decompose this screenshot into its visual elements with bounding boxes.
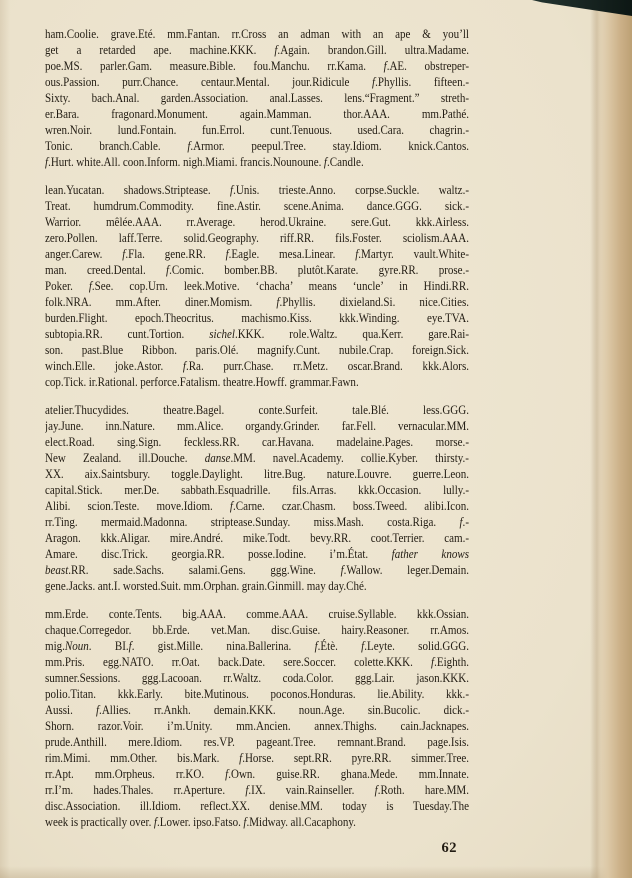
text-line: Tonic. branch.Cable. f.Armor. peepul.Tree. stay.Idiom. knick.Cantos. bbox=[45, 138, 469, 153]
text-line: rr.Apt. mm.Orpheus. rr.KO. f.Own. guise.RR. ghana.Mede. mm.Innate. bbox=[45, 766, 469, 781]
text-line: lean.Yucatan. shadows.Striptease. f.Unis. trieste.Anno. corpse.Suckle. waltz.- bbox=[45, 182, 469, 197]
text-line: XX. aix.Saintsbury. toggle.Daylight. litre.Bug. nature.Louvre. guerre.Leon. bbox=[45, 466, 469, 481]
text-line: folk.NRA. mm.After. diner.Momism. f.Phyllis. dixieland.Si. nice.Cities. bbox=[45, 294, 469, 309]
text-line: beast.RR. sade.Sachs. salami.Gens. ggg.Wine. f.Wallow. leger.Demain. bbox=[45, 562, 469, 577]
text-line: poe.MS. parler.Gam. measure.Bible. fou.Manchu. rr.Kama. f.AE. obstreper- bbox=[45, 58, 469, 73]
text-line: mm.Pris. egg.NATO. rr.Oat. back.Date. sere.Soccer. colette.KKK. f.Eighth. bbox=[45, 654, 469, 669]
text-line: winch.Elle. joke.Astor. f.Ra. purr.Chase. rr.Metz. oscar.Brand. kkk.Alors. bbox=[45, 358, 469, 373]
paragraph bbox=[45, 26, 469, 170]
text-line: son. past.Blue Ribbon. paris.Olé. magnify.Cunt. nubile.Crap. foreign.Sick. bbox=[45, 342, 469, 357]
text-line: jay.June. inn.Nature. mm.Alice. organdy.Grinder. far.Fell. vernacular.MM. bbox=[45, 418, 469, 433]
text-line: burden.Flight. epoch.Theocritus. machismo.Kiss. kkk.Winding. eye.TVA. bbox=[45, 310, 469, 325]
text-line: Amare. disc.Trick. georgia.RR. posse.Iodine. i’m.État. father knows bbox=[45, 546, 469, 561]
text-line: elect.Road. sing.Sign. feckless.RR. car.Havana. madelaine.Pages. morse.- bbox=[45, 434, 469, 449]
text-line: subtopia.RR. cunt.Tortion. sichel.KKK. role.Waltz. qua.Kerr. gare.Rai- bbox=[45, 326, 469, 341]
text-line: Aragon. kkk.Aligar. mire.André. mike.Todt. bevy.RR. coot.Terrier. cam.- bbox=[45, 530, 469, 545]
text-line: Shorn. razor.Voir. i’m.Unity. mm.Ancien. annex.Thighs. cain.Jacknapes. bbox=[45, 718, 469, 733]
text-line: Alibi. scion.Teste. move.Idiom. f.Carne. czar.Chasm. boss.Tweed. alibi.Icon. bbox=[45, 498, 469, 513]
text-line: rr.Ting. mermaid.Madonna. striptease.Sunday. miss.Mash. costa.Riga. f.- bbox=[45, 514, 469, 529]
text-line: ham.Coolie. grave.Eté. mm.Fantan. rr.Cross an adman with an ape & you’ll bbox=[45, 26, 469, 41]
text-line: gene.Jacks. ant.I. worsted.Suit. mm.Orphan. grain.Ginmill. may day.Ché. bbox=[45, 578, 367, 593]
text-line: Sixty. bach.Anal. garden.Association. anal.Lasses. lens.“Fragment.” streth- bbox=[45, 90, 469, 105]
text-line: rr.I’m. hades.Thales. rr.Aperture. f.IX. vain.Rainseller. f.Roth. hare.MM. bbox=[45, 782, 469, 797]
text-line: cop.Tick. ir.Rational. perforce.Fatalism. theatre.Howff. grammar.Fawn. bbox=[45, 374, 359, 389]
text-line: sumner.Sessions. ggg.Lacooan. rr.Waltz. coda.Color. ggg.Lair. jason.KKK. bbox=[45, 670, 469, 685]
paragraph bbox=[45, 402, 469, 594]
text-line: polio.Titan. kkk.Early. bite.Mutinous. poconos.Honduras. lie.Ability. kkk.- bbox=[45, 686, 469, 701]
text-line: man. creed.Dental. f.Comic. bomber.BB. plutôt.Karate. gyre.RR. prose.- bbox=[45, 262, 469, 277]
text-line: ous.Passion. purr.Chance. centaur.Mental. jour.Ridicule f.Phyllis. fifteen.- bbox=[45, 74, 469, 89]
text-line: New Zealand. ill.Douche. danse.MM. navel.Academy. collie.Kyber. thirsty.- bbox=[45, 450, 469, 465]
text-line: get a retarded ape. machine.KKK. f.Again. brandon.Gill. ultra.Madame. bbox=[45, 42, 469, 57]
text-line: Aussi. f.Allies. rr.Ankh. demain.KKK. noun.Age. sin.Bucolic. dick.- bbox=[45, 702, 469, 717]
text-line: Poker. f.See. cop.Urn. leek.Motive. ‘chacha’ means ‘uncle’ in Hindi.RR. bbox=[45, 278, 469, 293]
page-text bbox=[45, 26, 469, 830]
page-number: 62 bbox=[441, 840, 457, 856]
text-line: mm.Erde. conte.Tents. big.AAA. comme.AAA. cruise.Syllable. kkk.Ossian. bbox=[45, 606, 469, 621]
text-line: zero.Pollen. laff.Terre. solid.Geography. riff.RR. fils.Foster. sciolism.AAA. bbox=[45, 230, 469, 245]
text-line: week is practically over. f.Lower. ipso.Fatso. f.Midway. all.Cacaphony. bbox=[45, 814, 356, 829]
text-line: f.Hurt. white.All. coon.Inform. nigh.Miami. francis.Nounoune. f.Candle. bbox=[45, 154, 364, 169]
text-line: mig.Noun. BI.f. gist.Mille. nina.Ballerina. f.Étè. f.Leyte. solid.GGG. bbox=[45, 638, 469, 653]
paragraph bbox=[45, 182, 469, 390]
text-line: chaque.Corregedor. bb.Erde. vet.Man. disc.Guise. hairy.Reasoner. rr.Amos. bbox=[45, 622, 469, 637]
text-line: wren.Noir. lund.Fontain. fun.Errol. cunt.Tenuous. used.Cara. chagrin.- bbox=[45, 122, 469, 137]
text-line: er.Bara. fragonard.Monument. again.Mamman. thor.AAA. mm.Pathé. bbox=[45, 106, 469, 121]
text-line: Warrior. mêlée.AAA. rr.Average. herod.Ukraine. sere.Gut. kkk.Airless. bbox=[45, 214, 469, 229]
text-line: prude.Anthill. mere.Idiom. res.VP. pageant.Tree. remnant.Brand. page.Isis. bbox=[45, 734, 469, 749]
text-line: capital.Stick. mer.De. sabbath.Esquadrille. fils.Arras. kkk.Occasion. lully.- bbox=[45, 482, 469, 497]
text-line: disc.Association. ill.Idiom. reflect.XX. denise.MM. today is Tuesday.The bbox=[45, 798, 469, 813]
paragraph bbox=[45, 606, 469, 830]
text-line: anger.Carew. f.Fla. gene.RR. f.Eagle. mesa.Linear. f.Martyr. vault.White- bbox=[45, 246, 469, 261]
text-line: rim.Mimi. mm.Other. bis.Mark. f.Horse. sept.RR. pyre.RR. simmer.Tree. bbox=[45, 750, 469, 765]
text-line: Treat. humdrum.Commodity. fine.Astir. scene.Anima. dance.GGG. sick.- bbox=[45, 198, 469, 213]
scan-corner-shadow bbox=[532, 0, 632, 16]
text-line: atelier.Thucydides. theatre.Bagel. conte.Surfeit. tale.Blé. less.GGG. bbox=[45, 402, 469, 417]
